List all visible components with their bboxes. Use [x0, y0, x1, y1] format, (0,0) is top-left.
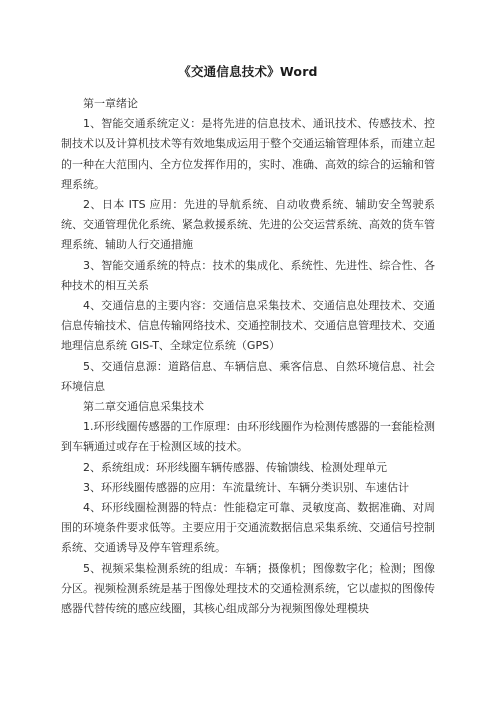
document-body — [61, 94, 435, 619]
paragraph: 4、环形线圈检测器的特点：性能稳定可靠、灵敏度高、数据准确、对周围的环境条件要求低等。主要应用于交通流数据信息采集系统、交通信号控制系统、交通诱导及停车管理系统。 — [61, 501, 435, 555]
document-title: 《交通信息技术》Word — [178, 64, 318, 79]
paragraph: 2、日本 ITS 应用：先进的导航系统、自动收费系统、辅助安全驾驶系统、交通管理优化系统、紧急救援系统、先进的公交运营系统、高效的货车管理系统、辅助人行交通措施 — [61, 198, 435, 252]
paragraph: 3、环形线圈传感器的应用：车流量统计、车辆分类识别、车速估计 — [83, 480, 409, 494]
paragraph: 3、智能交通系统的特点：技术的集成化、系统性、先进性、综合性、各种技术的相互关系 — [61, 258, 435, 292]
paragraph: 2、系统组成：环形线圈车辆传感器、传输馈线、检测处理单元 — [83, 460, 387, 474]
paragraph: 1、智能交通系统定义：是将先进的信息技术、通讯技术、传感技术、控制技术以及计算机技术等有效地集成运用于整个交通运输管理体系，而建立起的一种在大范围内、全方位发挥作用的，实时、准确、高效的综合的运输和管理系统。 — [61, 117, 435, 191]
paragraph: 5、视频采集检测系统的组成：车辆；摄像机；图像数字化；检测；图像分区。视频检测系统是基于图像处理技术的交通检测系统，它以虚拟的图像传感器代替传统的感应线圈，其核心组成部分为视频图像处理模块 — [61, 561, 435, 616]
chapter-heading: 第二章交通信息采集技术 — [83, 400, 204, 414]
paragraph: 1.环形线圈传感器的工作原理：由环形线圈作为检测传感器的一套能检测到车辆通过或存在于检测区域的技术。 — [61, 420, 435, 454]
chapter-heading: 第一章绪论 — [83, 97, 138, 110]
paragraph: 5、交通信息源：道路信息、车辆信息、乘客信息、自然环境信息、社会环境信息 — [61, 359, 435, 393]
paragraph: 4、交通信息的主要内容：交通信息采集技术、交通信息处理技术、交通信息传输技术、信息传输网络技术、交通控制技术、交通信息管理技术、交通地理信息系统 GIS-T、全球定位系统（GPS） — [61, 299, 435, 353]
